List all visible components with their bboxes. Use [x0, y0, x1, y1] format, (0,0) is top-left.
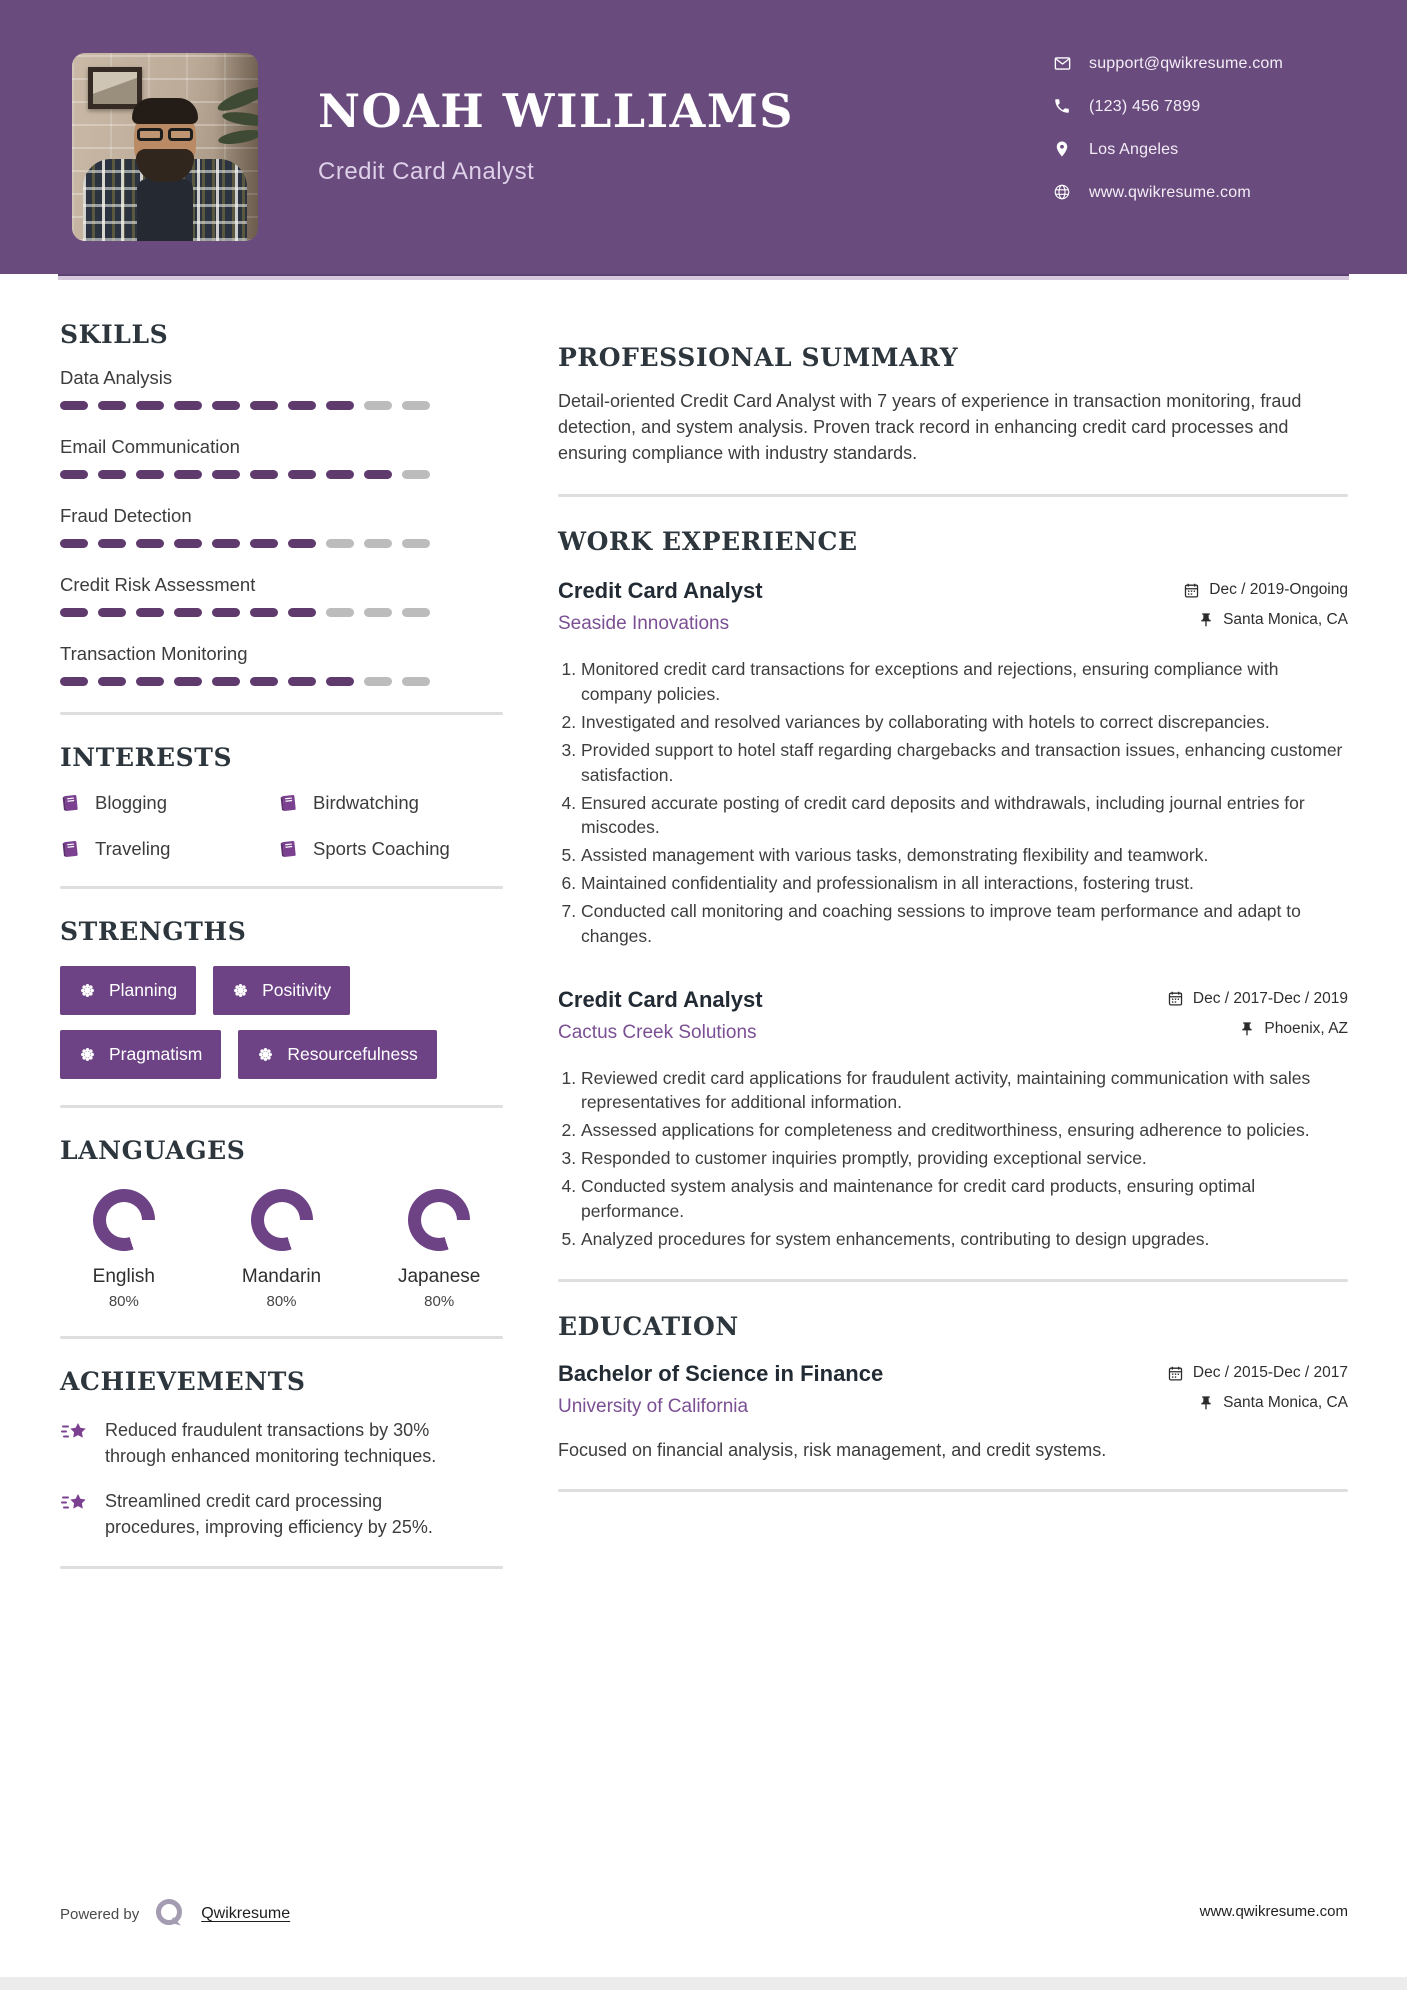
pushpin-icon [1239, 1021, 1255, 1037]
strength-badge [213, 966, 350, 1015]
language-donut-chart [251, 1189, 313, 1251]
education-date [1167, 1364, 1348, 1382]
skill-item [60, 574, 503, 617]
language-name: English [92, 1266, 155, 1287]
education-location-text: Santa Monica, CA [1223, 1394, 1348, 1412]
job-company: Cactus Creek Solutions [558, 1021, 757, 1043]
skills-heading: SKILLS [60, 320, 169, 349]
education-location [1167, 1394, 1348, 1412]
job-bullet: 6. Maintained confidentiality and professionalism in all interactions, fostering trust. [581, 871, 1348, 896]
skill-label: Email Communication [60, 436, 240, 457]
sidebar [60, 300, 503, 1597]
location-icon [1053, 140, 1072, 159]
strength-label: Positivity [262, 980, 332, 1000]
job-location-text: Phoenix, AZ [1264, 1019, 1348, 1037]
job-bullet: 7. Conducted call monitoring and coaching sessions to improve team performance and adapt to changes. [581, 899, 1348, 949]
strength-badges [60, 966, 503, 1079]
education-description: Focused on financial analysis, risk management, and credit systems. [558, 1440, 1107, 1461]
phone-icon [1053, 97, 1072, 116]
divider [558, 1489, 1348, 1492]
job-bullet: 1. Monitored credit card transactions for exceptions and rejections, ensuring compliance with company policies. [581, 657, 1348, 707]
photo-glasses-lens [168, 128, 194, 141]
strength-badge [60, 966, 196, 1015]
interests-section [60, 743, 503, 860]
language-item [218, 1189, 346, 1310]
contact-list [1053, 54, 1283, 226]
flower-icon [79, 1046, 96, 1063]
language-donut-chart [408, 1189, 470, 1251]
job-date-text: Dec / 2019-Ongoing [1209, 581, 1348, 599]
achievements-section [60, 1367, 503, 1540]
interest-item [278, 838, 503, 860]
job-meta [1183, 578, 1348, 641]
languages-section [60, 1136, 503, 1310]
person-title: Credit Card Analyst [318, 158, 535, 185]
divider [60, 1566, 503, 1569]
calendar-icon [1167, 990, 1184, 1007]
job-bullet: 1. Reviewed credit card applications for fraudulent activity, maintaining communication with sales representatives for additional information. [581, 1066, 1348, 1116]
flower-icon [232, 982, 249, 999]
languages-row [60, 1189, 503, 1310]
skill-item [60, 367, 503, 410]
strength-badge [60, 1030, 221, 1079]
name-block [318, 84, 794, 186]
job-bullet: 5. Assisted management with various tasks, demonstrating flexibility and teamwork. [581, 843, 1348, 868]
footer-powered-by [60, 1896, 290, 1932]
language-percent: 80% [424, 1293, 455, 1310]
job-bullet-list [558, 657, 1348, 948]
achievement-item [60, 1489, 503, 1540]
shooting-star-icon [60, 1420, 90, 1446]
job-bullet-list [558, 1066, 1348, 1252]
pushpin-icon [1198, 612, 1214, 628]
job-bullet: 4. Ensured accurate posting of credit card deposits and withdrawals, including journal entries for miscodes. [581, 791, 1348, 841]
strength-badge [238, 1030, 436, 1079]
education-date-text: Dec / 2015-Dec / 2017 [1192, 1364, 1348, 1382]
contact-email-text[interactable]: support@qwikresume.com [1089, 54, 1284, 72]
skill-level-bar [60, 608, 503, 617]
education-meta [1167, 1361, 1348, 1424]
language-percent: 80% [266, 1293, 297, 1310]
strengths-section [60, 917, 503, 1079]
education-title-block [558, 1361, 883, 1418]
book-icon [59, 792, 81, 815]
job-location [1167, 1020, 1348, 1038]
photo-face [134, 101, 196, 179]
job-date [1183, 581, 1348, 599]
skill-item [60, 643, 503, 686]
language-item [60, 1189, 188, 1310]
divider [60, 712, 503, 715]
calendar-icon [1167, 1365, 1184, 1382]
header [0, 0, 1407, 274]
languages-heading: LANGUAGES [60, 1136, 246, 1165]
interest-item [278, 792, 503, 814]
pushpin-icon [1198, 1395, 1214, 1411]
job-meta [1167, 987, 1348, 1050]
summary-text: Detail-oriented Credit Card Analyst with 7 years of experience in transaction monitoring, fraud detection, and system analysis. Proven track record in enhancing credit card processes and ensuring compliance with industry standards. [558, 391, 1302, 464]
book-icon [277, 838, 299, 861]
photo-glasses [137, 128, 193, 141]
job-bullet: 2. Assessed applications for completeness and creditworthiness, ensuring adherence to policies. [581, 1118, 1348, 1143]
strength-label: Resourcefulness [287, 1044, 418, 1064]
divider [558, 1279, 1348, 1282]
divider [558, 494, 1348, 497]
skill-label: Transaction Monitoring [60, 643, 248, 664]
contact-website-text[interactable]: www.qwikresume.com [1089, 183, 1251, 201]
bottom-bar [0, 1977, 1407, 1990]
skill-label: Fraud Detection [60, 505, 192, 526]
skill-level-bar [60, 401, 503, 410]
job-date-text: Dec / 2017-Dec / 2019 [1192, 989, 1348, 1007]
divider [60, 1336, 503, 1339]
skill-level-bar [60, 539, 503, 548]
strength-label: Planning [109, 980, 178, 1000]
header-accent-strip [58, 274, 1349, 280]
skill-item [60, 436, 503, 479]
email-icon [1053, 54, 1072, 73]
book-icon [59, 838, 81, 861]
achievement-text: Reduced fraudulent transactions by 30% through enhanced monitoring techniques. [105, 1420, 437, 1466]
job-bullet: 3. Responded to customer inquiries promptly, providing exceptional service. [581, 1146, 1348, 1171]
education-header [558, 1361, 1348, 1424]
education-section [558, 1312, 1348, 1461]
interest-label: Birdwatching [313, 792, 419, 813]
language-name: Japanese [397, 1266, 481, 1287]
contact-location-text: Los Angeles [1089, 140, 1179, 158]
interest-label: Traveling [95, 838, 171, 859]
book-icon [277, 792, 299, 815]
job-bullet: 5. Analyzed procedures for system enhancements, contributing to design upgrades. [581, 1227, 1348, 1252]
interest-label: Sports Coaching [313, 838, 450, 859]
job-location-text: Santa Monica, CA [1223, 611, 1348, 629]
education-degree: Bachelor of Science in Finance [558, 1361, 884, 1387]
flower-icon [79, 982, 96, 999]
profile-photo [72, 53, 258, 241]
strengths-heading: STRENGTHS [60, 917, 247, 946]
job-bullet: 4. Conducted system analysis and maintenance for credit card products, ensuring optimal performance. [581, 1174, 1348, 1224]
achievements-heading: ACHIEVEMENTS [60, 1367, 306, 1396]
language-donut-chart [93, 1189, 155, 1251]
job-header [558, 987, 1348, 1050]
interests-heading: INTERESTS [60, 743, 233, 772]
contact-location [1053, 140, 1283, 159]
job-date [1167, 990, 1348, 1008]
photo-plant [194, 81, 258, 171]
summary-section [558, 343, 1348, 466]
photo-hair [132, 98, 198, 124]
job-title-block [558, 987, 763, 1044]
skill-item [60, 505, 503, 548]
main-content [558, 343, 1348, 1522]
achievement-text: Streamlined credit card processing procedures, improving efficiency by 25%. [105, 1491, 433, 1537]
person-name: NOAH WILLIAMS [318, 84, 794, 138]
contact-email [1053, 54, 1283, 73]
skill-level-bar [60, 470, 503, 479]
interest-item [60, 838, 278, 860]
divider [60, 886, 503, 889]
summary-heading: PROFESSIONAL SUMMARY [558, 343, 959, 372]
strength-label: Pragmatism [109, 1044, 203, 1064]
photo-picture-frame [88, 67, 142, 109]
interests-grid [60, 792, 503, 860]
job-company: Seaside Innovations [558, 613, 730, 635]
q-bubble-icon [152, 1896, 188, 1932]
job-entry [558, 578, 1348, 948]
job-bullet: 2. Investigated and resolved variances by collaborating with hotels to correct discrepancies. [581, 710, 1348, 735]
flower-icon [257, 1046, 274, 1063]
skill-level-bar [60, 677, 503, 686]
contact-phone [1053, 97, 1283, 116]
footer-website[interactable]: www.qwikresume.com [1199, 1903, 1348, 1920]
job-title-block [558, 578, 763, 635]
achievement-item [60, 1418, 503, 1469]
job-title: Credit Card Analyst [558, 578, 763, 604]
divider [60, 1105, 503, 1108]
shooting-star-icon [60, 1491, 90, 1517]
language-name: Mandarin [241, 1266, 322, 1287]
skills-section [60, 320, 503, 686]
globe-icon [1053, 183, 1072, 202]
photo-tshirt [137, 179, 193, 241]
interest-label: Blogging [95, 792, 168, 813]
contact-phone-text: (123) 456 7899 [1089, 97, 1201, 115]
skill-label: Data Analysis [60, 367, 173, 388]
skill-label: Credit Risk Assessment [60, 574, 256, 595]
brand-link[interactable]: Qwikresume [201, 1905, 291, 1922]
education-school: University of California [558, 1396, 749, 1418]
job-header [558, 578, 1348, 641]
powered-by-label: Powered by [60, 1905, 140, 1923]
job-location [1183, 611, 1348, 629]
contact-website [1053, 183, 1283, 202]
interest-item [60, 792, 278, 814]
education-heading: EDUCATION [558, 1312, 739, 1342]
experience-section [558, 527, 1348, 1251]
job-bullet: 3. Provided support to hotel staff regarding chargebacks and transaction issues, enhancing customer satisfaction. [581, 738, 1348, 788]
experience-heading: WORK EXPERIENCE [558, 527, 858, 557]
job-entry [558, 987, 1348, 1252]
photo-glasses-lens [137, 128, 163, 141]
language-percent: 80% [108, 1293, 139, 1310]
job-title: Credit Card Analyst [558, 986, 763, 1012]
calendar-icon [1183, 582, 1200, 599]
language-item [375, 1189, 503, 1310]
